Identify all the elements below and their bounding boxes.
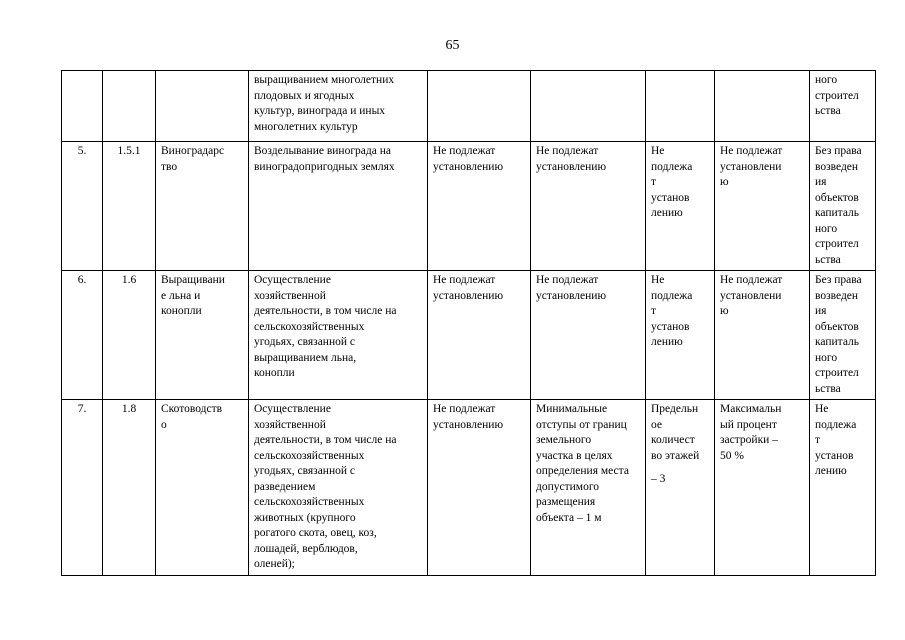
- cell-text-line: установлению: [433, 289, 504, 302]
- regulations-table: [61, 70, 876, 576]
- cell-text-line: конопли: [254, 367, 295, 379]
- cell-text-line: 6.: [77, 274, 87, 286]
- cell-coverage: [715, 400, 810, 576]
- cell-text-line: сельскохозяйственных: [254, 496, 365, 508]
- cell-text-line: т: [651, 305, 657, 317]
- cell-text-line: установлению: [433, 418, 504, 431]
- cell-text-line: Не: [651, 145, 665, 157]
- cell-text-line: капиталь: [815, 336, 860, 348]
- cell-text-line: Не: [651, 274, 665, 286]
- cell-coverage: [715, 71, 810, 142]
- cell-text-line: хозяйственной: [254, 289, 326, 302]
- cell-text-line: установ: [815, 449, 854, 462]
- cell-text-line: участка в целях: [536, 449, 613, 462]
- cell-text-line: Не подлежат: [536, 274, 599, 286]
- cell-text-line: 1.8: [121, 403, 137, 415]
- cell-text-line: ного: [815, 74, 838, 86]
- cell-text-line: установлению: [536, 160, 607, 173]
- cell-text-line: подлежа: [651, 289, 693, 302]
- cell-text-line: ое: [651, 418, 662, 431]
- cell-setbacks: [531, 71, 646, 142]
- cell-other-params: [810, 71, 876, 142]
- cell-text-line: Не подлежат: [433, 403, 496, 415]
- cell-min-max-plot-size: [428, 71, 531, 142]
- cell-coverage: [715, 271, 810, 400]
- cell-text-line: Скотоводств: [161, 403, 223, 415]
- cell-text-line: ного: [815, 351, 838, 364]
- cell-text-line: ьства: [815, 253, 841, 266]
- cell-text-line: Без права: [815, 145, 862, 157]
- cell-text-line: строител: [815, 238, 859, 250]
- cell-text-line: 7.: [77, 403, 87, 415]
- cell-text-line: тво: [161, 160, 178, 173]
- cell-other-params: [810, 271, 876, 400]
- cell-text-line: подлежа: [651, 160, 693, 173]
- cell-text-line: лошадей, верблюдов,: [254, 542, 358, 555]
- cell-text-line: допустимого: [536, 480, 599, 493]
- cell-text-line: ю: [720, 176, 729, 188]
- table-row: [62, 71, 876, 142]
- cell-text-line: лению: [815, 465, 847, 477]
- cell-text-line: земельного: [536, 434, 592, 446]
- cell-text-line: деятельности, в том числе на: [254, 305, 397, 317]
- cell-number: [62, 71, 103, 142]
- cell-use-name: [156, 142, 249, 271]
- cell-text-line: установ: [651, 320, 690, 333]
- cell-text-line: установлени: [720, 289, 782, 302]
- cell-floors: [646, 142, 715, 271]
- cell-text-line: ного: [815, 222, 838, 235]
- cell-text-line: 50 %: [720, 449, 744, 462]
- cell-text-line: количест: [651, 434, 695, 446]
- page-number: 65: [445, 38, 460, 53]
- cell-coverage: [715, 142, 810, 271]
- cell-text-line: [651, 464, 709, 472]
- cell-floors: [646, 71, 715, 142]
- cell-description: [249, 271, 428, 400]
- cell-text-line: лению: [651, 336, 683, 348]
- cell-text-line: объектов: [815, 191, 859, 204]
- cell-text-line: 1.5.1: [117, 145, 141, 157]
- cell-min-max-plot-size: [428, 271, 531, 400]
- table-row: [62, 271, 876, 400]
- cell-text-line: установлени: [720, 160, 782, 173]
- cell-use-name: [156, 271, 249, 400]
- cell-description: [249, 142, 428, 271]
- cell-text-line: выращиванием многолетних: [254, 74, 395, 86]
- cell-other-params: [810, 142, 876, 271]
- cell-other-params: [810, 400, 876, 576]
- cell-min-max-plot-size: [428, 142, 531, 271]
- cell-floors: [646, 400, 715, 576]
- cell-text-line: многолетних культур: [254, 120, 358, 133]
- cell-setbacks: [531, 400, 646, 576]
- cell-text-line: конопли: [161, 305, 202, 317]
- cell-text-line: Не подлежат: [720, 145, 783, 157]
- cell-text-line: ьства: [815, 105, 841, 117]
- cell-text-line: сельскохозяйственных: [254, 449, 365, 462]
- cell-text-line: во этажей: [651, 449, 700, 462]
- cell-text-line: разведением: [254, 480, 316, 493]
- cell-text-line: т: [815, 434, 821, 446]
- cell-text-line: Осуществление: [254, 403, 331, 415]
- cell-text-line: о: [161, 418, 167, 431]
- cell-text-line: объектов: [815, 320, 859, 333]
- cell-text-line: угодьях, связанной с: [254, 336, 355, 348]
- cell-use-name: [156, 400, 249, 576]
- cell-code: [103, 400, 156, 576]
- cell-text-line: объекта – 1 м: [536, 511, 602, 524]
- cell-text-line: хозяйственной: [254, 418, 326, 431]
- cell-number: [62, 142, 103, 271]
- table-body: [62, 71, 876, 576]
- cell-text-line: возведен: [815, 289, 859, 302]
- cell-text-line: плодовых и ягодных: [254, 89, 355, 102]
- cell-text-line: угодьях, связанной с: [254, 465, 355, 477]
- cell-text-line: рогатого скота, овец, коз,: [254, 527, 377, 539]
- cell-text-line: ю: [720, 305, 729, 317]
- cell-text-line: ия: [815, 305, 827, 317]
- cell-text-line: застройки –: [720, 434, 778, 446]
- cell-text-line: культур, винограда и иных: [254, 105, 386, 117]
- cell-text-line: ьства: [815, 382, 841, 395]
- cell-text-line: лению: [651, 207, 683, 219]
- cell-number: [62, 271, 103, 400]
- cell-text-line: Не подлежат: [536, 145, 599, 157]
- cell-text-line: капиталь: [815, 207, 860, 219]
- cell-text-line: оленей);: [254, 558, 295, 570]
- cell-description: [249, 71, 428, 142]
- cell-text-line: установлению: [536, 289, 607, 302]
- cell-floors: [646, 271, 715, 400]
- cell-setbacks: [531, 271, 646, 400]
- cell-text-line: Не подлежат: [720, 274, 783, 286]
- table-row: [62, 142, 876, 271]
- cell-text-line: Виноградарс: [161, 145, 225, 157]
- cell-text-line: е льна и: [161, 289, 201, 302]
- cell-text-line: определения места: [536, 465, 629, 477]
- cell-text-line: строител: [815, 89, 859, 102]
- cell-use-name: [156, 71, 249, 142]
- cell-text-line: установлению: [433, 160, 504, 173]
- cell-text-line: Не: [815, 403, 829, 415]
- cell-text-line: строител: [815, 367, 859, 379]
- cell-text-line: ия: [815, 176, 827, 188]
- cell-setbacks: [531, 142, 646, 271]
- cell-text-line: деятельности, в том числе на: [254, 434, 397, 446]
- cell-text-line: установ: [651, 191, 690, 204]
- cell-text-line: 5.: [77, 145, 87, 157]
- cell-text-line: размещения: [536, 496, 596, 508]
- cell-text-line: виноградопригодных землях: [254, 160, 395, 173]
- cell-text-line: Выращивани: [161, 274, 225, 286]
- cell-text-line: выращиванием льна,: [254, 351, 357, 364]
- cell-text-line: т: [651, 176, 657, 188]
- cell-min-max-plot-size: [428, 400, 531, 576]
- cell-description: [249, 400, 428, 576]
- cell-text-line: Максимальн: [720, 403, 782, 415]
- cell-text-line: отступы от границ: [536, 418, 627, 431]
- cell-text-line: Без права: [815, 274, 862, 286]
- cell-code: [103, 142, 156, 271]
- cell-code: [103, 71, 156, 142]
- cell-text-line: сельскохозяйственных: [254, 320, 365, 333]
- cell-text-line: Минимальные: [536, 403, 608, 415]
- cell-text-line: 1.6: [121, 274, 137, 286]
- cell-text-line: возведен: [815, 160, 859, 173]
- cell-text-line: Не подлежат: [433, 145, 496, 157]
- cell-code: [103, 271, 156, 400]
- cell-text-line: Не подлежат: [433, 274, 496, 286]
- table-row: [62, 400, 876, 576]
- cell-number: [62, 400, 103, 576]
- cell-text-line: подлежа: [815, 418, 857, 431]
- cell-text-line: Возделывание винограда на: [254, 145, 391, 157]
- cell-text-line: – 3: [651, 473, 666, 485]
- cell-text-line: ый процент: [720, 418, 777, 431]
- cell-text-line: животных (крупного: [254, 511, 356, 524]
- cell-text-line: Осуществление: [254, 274, 331, 286]
- cell-text-line: Предельн: [651, 403, 699, 415]
